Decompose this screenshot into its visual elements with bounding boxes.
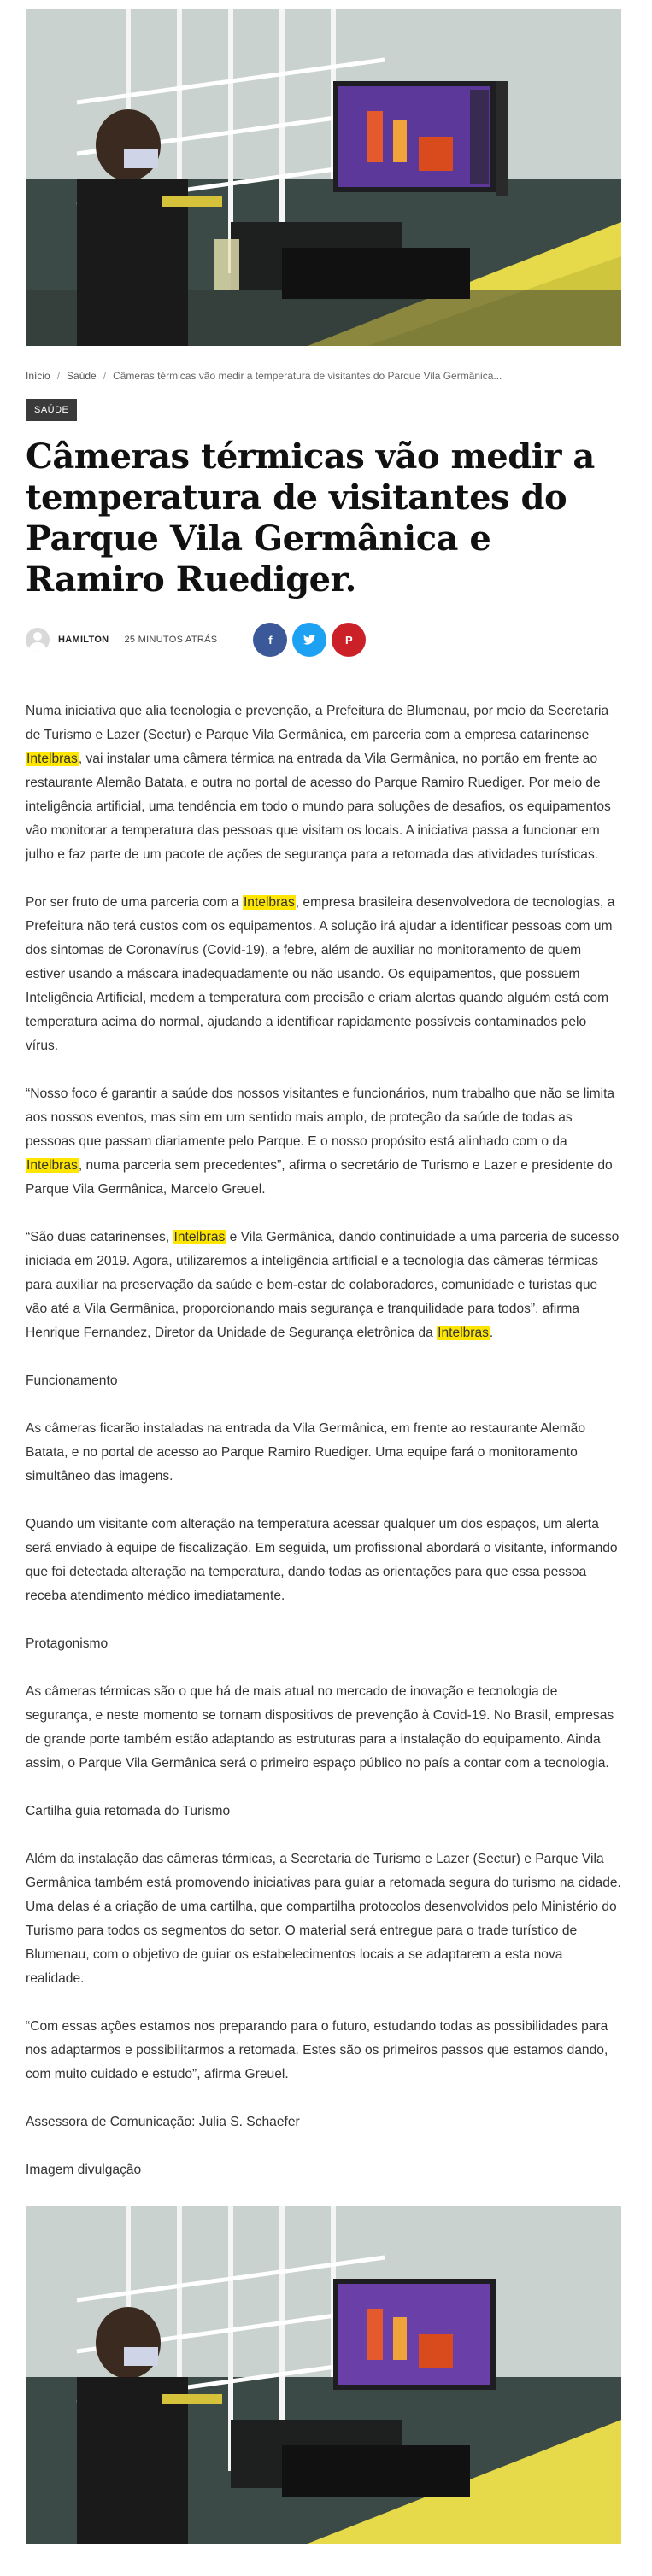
category-badge[interactable]: SAÚDE: [26, 399, 77, 421]
paragraph: Quando um visitante com alteração na temperatura acessar qualquer um dos espaços, um alerta será enviado à equipe de fiscalização. Em seguida, um profissional abordará o visitante, informando que foi detectada alteração na temperatura, dando todas as orientações para que essa pessoa receba atendimento médico imediatamente.: [26, 1517, 618, 1603]
pinterest-share-button[interactable]: [332, 623, 366, 657]
highlight-intelbras: Intelbras: [26, 1158, 78, 1173]
section-heading: Funcionamento: [26, 1373, 118, 1388]
paragraph: “Com essas ações estamos nos preparando para o futuro, estudando todas as possibilidades para nos adaptarmos e possibilitarmos a retomada. Estes são os primeiros passos que estamos dando, com muito cuidado e estudo”, afirma Greuel.: [26, 2019, 608, 2081]
facebook-icon: f: [268, 633, 273, 647]
share-buttons: [253, 623, 366, 657]
paragraph: Numa iniciativa que alia tecnologia e prevenção, a Prefeitura de Blumenau, por meio da Secretaria de Turismo e Lazer (Sectur) e Parque Vila Germânica, em parceria com a empresa catarinense Intelbras, vai instalar uma câmera térmica na entrada da Vila Germânica, no portão em frente ao restaurante Alemão Batata, e outra no portal de acesso do Parque Ramiro Ruediger. Por meio de inteligência artificial, uma tendência em todo o mundo para soluções de desafios, os equipamentos vão monitorar a temperatura das pessoas que visitam os locais. A iniciativa passa a funcionar em julho e faz parte de um pacote de ações de segurança para a retomada das atividades turísticas.: [26, 704, 611, 862]
breadcrumb-separator: /: [103, 370, 107, 382]
paragraph: Por ser fruto de uma parceria com a Intelbras, empresa brasileira desenvolvedora de tecnologias, a Prefeitura não terá custos com os equipamentos. A solução irá ajudar a identificar pessoas com um dos sintomas de Coronavírus (Covid-19), a febre, além de auxiliar no monitoramento de quem estiver usando a máscara inadequadamente ou não usando. Os equipamentos, que possuem Inteligência Artificial, medem a temperatura com precisão e criam alertas quando alguém está com temperatura acima do normal, ajudando a identificar rapidamente possíveis contaminados pelo vírus.: [26, 895, 615, 1053]
highlight-intelbras: Intelbras: [173, 1230, 226, 1244]
article-page: [26, 0, 621, 2544]
paragraph: “São duas catarinenses, Intelbras e Vila Germânica, dando continuidade a uma parceria de sucesso iniciada em 2019. Agora, utilizaremos a inteligência artificial e a tecnologia das câmeras térmicas para auxiliar na preservação da saúde e bem-estar de colaboradores, comunidade e turistas que vão até a Vila Germânica, proporcionando mais segurança e tranquilidade para todos”, afirma Henrique Fernandez, Diretor da Unidade de Segurança eletrônica da Intelbras.: [26, 1230, 620, 1340]
paragraph: As câmeras ficarão instaladas na entrada da Vila Germânica, em frente ao restaurante Alemão Batata, e no portal de acesso ao Parque Ramiro Ruediger. Uma equipe fará o monitoramento simultâneo das imagens.: [26, 1421, 586, 1484]
article-title: Câmeras térmicas vão medir a temperatura de visitantes do Parque Vila Germânica e Ramiro Ruediger.: [26, 436, 595, 600]
author-avatar[interactable]: [26, 628, 50, 652]
featured-image: [26, 9, 621, 346]
breadcrumb-current: Câmeras térmicas vão medir a temperatura de visitantes do Parque Vila Germânica...: [113, 370, 502, 382]
highlight-intelbras: Intelbras: [438, 1326, 489, 1340]
twitter-share-button[interactable]: [292, 623, 326, 657]
article-body: [26, 700, 621, 2182]
section-heading: Cartilha guia retomada do Turismo: [26, 1804, 231, 1818]
highlight-intelbras: Intelbras: [26, 752, 78, 766]
breadcrumb-home[interactable]: Início: [26, 370, 50, 382]
facebook-share-button[interactable]: [253, 623, 287, 657]
publish-time: 25 MINUTOS ATRÁS: [124, 635, 218, 645]
paragraph: Além da instalação das câmeras térmicas, a Secretaria de Turismo e Lazer (Sectur) e Parque Vila Germânica também está promovendo iniciativas para guiar a retomada segura do turismo na cidade. Uma delas é a criação de uma cartilha, que compartilha protocolos desenvolvidos pelo Ministério do Turismo para todos os segmentos do setor. O material será entregue para o trade turístico de Blumenau, com o objetivo de guiar os estabelecimentos locais a se adaptarem a esta nova realidade.: [26, 1852, 621, 1986]
paragraph: “Nosso foco é garantir a saúde dos nossos visitantes e funcionários, num trabalho que não se limita aos nossos eventos, mas sim em um sentido mais amplo, de proteção da saúde de todas as pessoas que passam diariamente pelo Parque. E o nosso propósito está alinhado com o da Intelbras, numa parceria sem precedentes”, afirma o secretário de Turismo e Lazer e presidente do Parque Vila Germânica, Marcelo Greuel.: [26, 1086, 615, 1197]
section-heading: Protagonismo: [26, 1636, 109, 1651]
highlight-intelbras: Intelbras: [243, 895, 295, 910]
article-image: [26, 2206, 621, 2544]
breadcrumb-separator: /: [56, 370, 61, 382]
paragraph: Assessora de Comunicação: Julia S. Schaefer: [26, 2115, 300, 2129]
breadcrumb-category[interactable]: Saúde: [67, 370, 97, 382]
article-meta: [26, 623, 621, 657]
thermal-camera-photo: [26, 2206, 621, 2544]
breadcrumb: [26, 370, 621, 382]
pinterest-icon: P: [345, 633, 353, 647]
author-name[interactable]: HAMILTON: [58, 635, 109, 645]
twitter-icon: [303, 635, 315, 645]
paragraph: Imagem divulgação: [26, 2163, 142, 2177]
thermal-camera-photo: [26, 9, 621, 346]
paragraph: As câmeras térmicas são o que há de mais atual no mercado de inovação e tecnologia de segurança, e neste momento se tornam dispositivos de prevenção à Covid-19. No Brasil, empresas de grande porte também estão adaptando as estruturas para a instalação do equipamento. Ainda assim, o Parque Vila Germânica será o primeiro espaço público no país a contar com a tecnologia.: [26, 1684, 614, 1771]
